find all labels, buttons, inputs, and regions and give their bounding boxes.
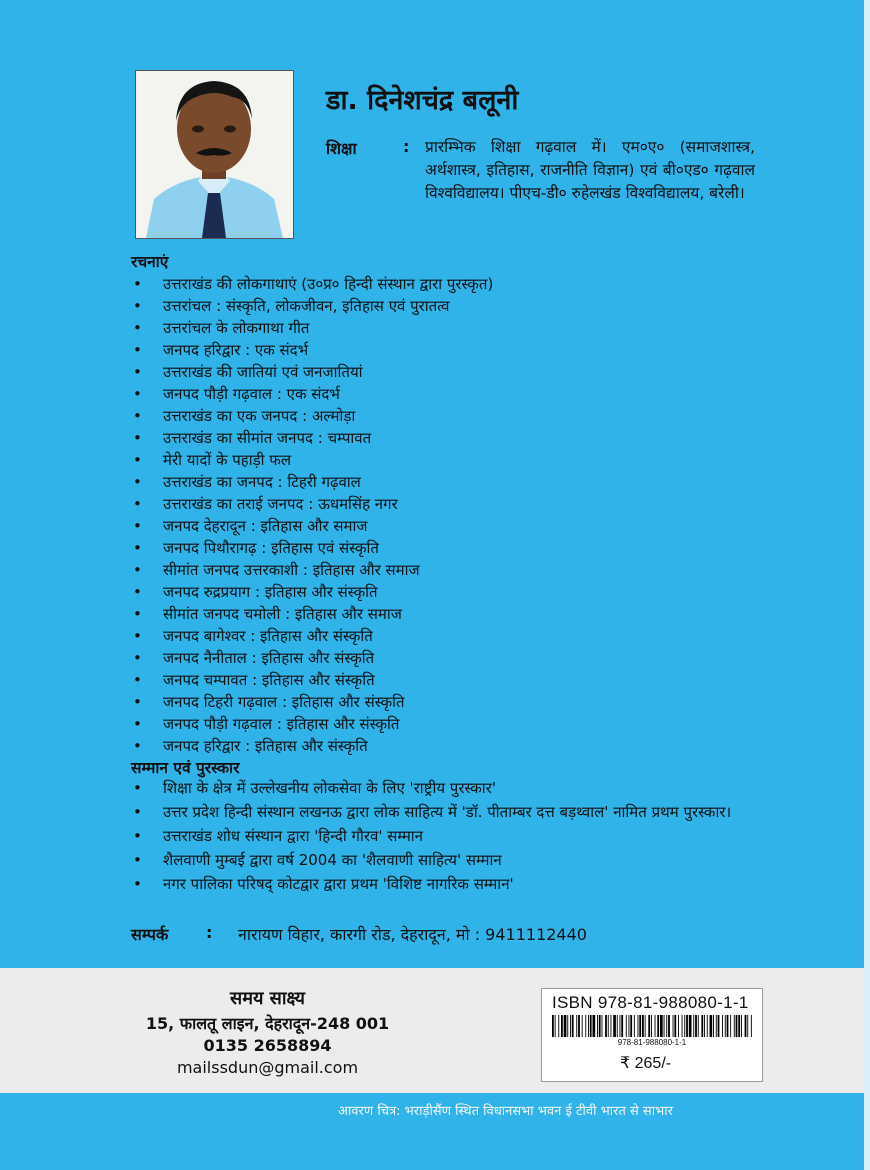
contact-colon: : [206,923,213,942]
isbn-label: ISBN 978-81-988080-1-1 [552,993,749,1012]
education-label: शिक्षा [326,139,357,158]
list-item: • उत्तराखंड का सीमांत जनपद : चम्पावत [131,427,731,449]
list-item: • जनपद पौड़ी गढ़वाल : एक संदर्भ [131,383,731,405]
list-item: • जनपद हरिद्वार : इतिहास और संस्कृति [131,735,731,757]
list-item: • सीमांत जनपद उत्तरकाशी : इतिहास और समाज [131,559,731,581]
author-photo [135,70,294,239]
publisher-address: 15, फालतू लाइन, देहरादून-248 001 [145,1014,390,1033]
price: ₹ 265/- [620,1055,672,1072]
list-item: • शिक्षा के क्षेत्र में उल्लेखनीय लोकसेवा के लिए 'राष्ट्रीय पुरस्कार' [131,777,756,800]
publisher-email: mailssdun@gmail.com [176,1058,359,1077]
list-item: • शैलवाणी मुम्बई द्वारा वर्ष 2004 का 'शैलवाणी साहित्य' सम्मान [131,849,756,872]
list-item: • जनपद देहरादून : इतिहास और समाज [131,515,731,537]
barcode-icon [552,1015,752,1037]
list-item: • जनपद बागेश्वर : इतिहास और संस्कृति [131,625,731,647]
list-item: • उत्तरांचल : संस्कृति, लोकजीवन, इतिहास एवं पुरातत्व [131,295,731,317]
list-item: • जनपद नैनीताल : इतिहास और संस्कृति [131,647,731,669]
list-item: • सीमांत जनपद चमोली : इतिहास और समाज [131,603,731,625]
education-colon: : [403,137,410,156]
publisher-name: समय साक्ष्य [230,988,305,1009]
contact-text: नारायण विहार, कारगी रोड, देहरादून, मो : 9411112440 [238,925,587,944]
works-list [131,273,731,757]
author-portrait-image [136,71,293,238]
list-item: • जनपद हरिद्वार : एक संदर्भ [131,339,731,361]
page-edge [864,0,870,1170]
list-item: • जनपद टिहरी गढ़वाल : इतिहास और संस्कृति [131,691,731,713]
list-item: • उत्तरांचल के लोकगाथा गीत [131,317,731,339]
works-heading: रचनाएं [131,253,169,271]
list-item: • जनपद पौड़ी गढ़वाल : इतिहास और संस्कृति [131,713,731,735]
awards-heading: सम्मान एवं पुरस्कार [131,759,240,777]
isbn-barcode-box [541,988,763,1082]
author-name: डा. दिनेशचंद्र बलूनी [326,85,519,116]
list-item: • उत्तराखंड का जनपद : टिहरी गढ़वाल [131,471,731,493]
publisher-phone: 0135 2658894 [203,1036,332,1055]
list-item: • जनपद पिथौरागढ़ : इतिहास एवं संस्कृति [131,537,731,559]
education-text: प्रारम्भिक शिक्षा गढ़वाल में। एम०ए० (समाजशास्त्र, अर्थशास्त्र, इतिहास, राजनीति विज्ञान) एवं बी०एड० गढ़वाल विश्वविद्यालय। पीएच-डी० रुहेलखंड विश्वविद्यालय, बरेली। [425,138,755,202]
list-item: • उत्तर प्रदेश हिन्दी संस्थान लखनऊ द्वारा लोक साहित्य में 'डॉ. पीताम्बर दत्त बड़थ्वाल' नामित प्रथम पुरस्कार। [131,801,756,824]
list-item: • उत्तराखंड शोध संस्थान द्वारा 'हिन्दी गौरव' सम्मान [131,825,756,848]
awards-list [131,777,756,897]
list-item: • नगर पालिका परिषद् कोटद्वार द्वारा प्रथम 'विशिष्ट नागरिक सम्मान' [131,873,756,896]
contact-label: सम्पर्क [131,925,169,944]
publisher-block [125,985,410,1079]
cover-credit: आवरण चित्र: भराड़ीसैंण स्थित विधानसभा भवन ई टीवी भारत से साभार [338,1104,673,1119]
list-item: • उत्तराखंड का एक जनपद : अल्मोड़ा [131,405,731,427]
list-item: • जनपद रुद्रप्रयाग : इतिहास और संस्कृति [131,581,731,603]
list-item: • मेरी यादों के पहाड़ी फल [131,449,731,471]
list-item: • जनपद चम्पावत : इतिहास और संस्कृति [131,669,731,691]
list-item: • उत्तराखंड की लोकगाथाएं (उ०प्र० हिन्दी संस्थान द्वारा पुरस्कृत) [131,273,731,295]
list-item: • उत्तराखंड का तराई जनपद : ऊधमसिंह नगर [131,493,731,515]
list-item: • उत्तराखंड की जातियां एवं जनजातियां [131,361,731,383]
barcode-number: 978-81-988080-1-1 [617,1038,687,1047]
